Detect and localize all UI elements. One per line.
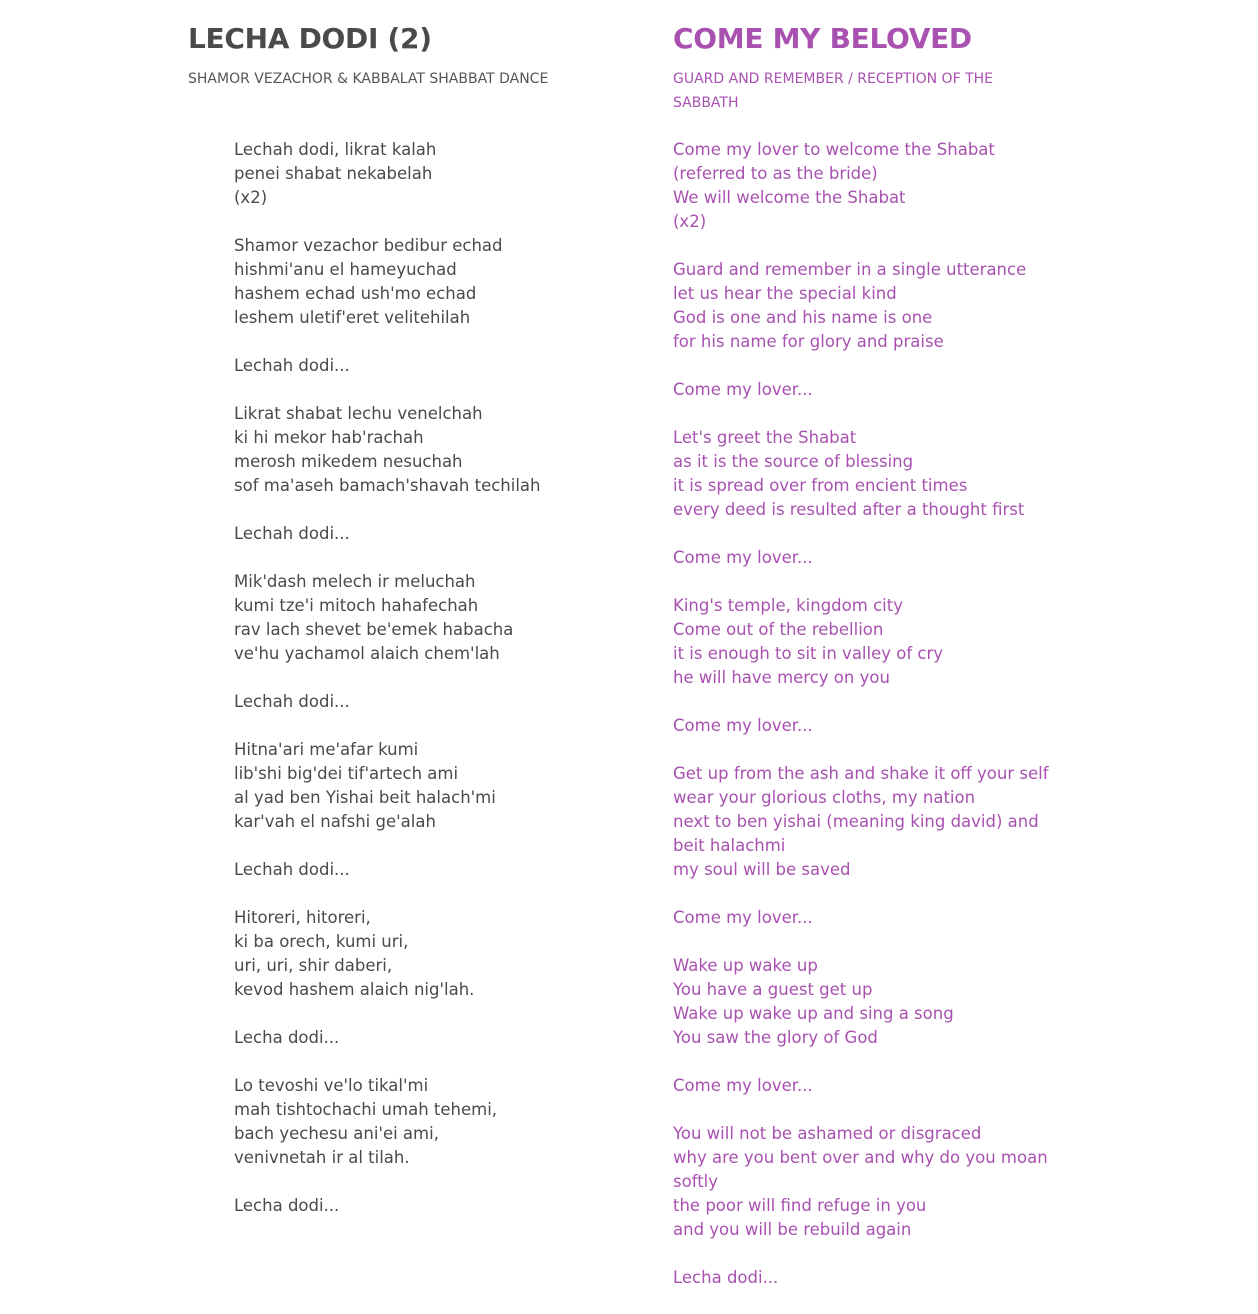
lyric-line: and you will be rebuild again — [673, 1220, 912, 1239]
lyric-line: Mik'dash melech ir meluchah — [234, 572, 476, 591]
lyric-line: Come my lover... — [673, 1076, 813, 1095]
lyric-line: ki hi mekor hab'rachah — [234, 428, 424, 447]
lyric-line: the poor will find refuge in you — [673, 1196, 927, 1215]
lyric-line: Lo tevoshi ve'lo tikal'mi — [234, 1076, 429, 1095]
stanza — [234, 738, 541, 834]
lyric-line: wear your glorious cloths, my nation — [673, 788, 976, 807]
lyric-line: Likrat shabat lechu venelchah — [234, 404, 483, 423]
song-subtitle: SHAMOR VEZACHOR & KABBALAT SHABBAT DANCE — [188, 71, 549, 87]
stanza — [234, 522, 541, 546]
stanza — [673, 1266, 1068, 1290]
stanza — [673, 378, 1068, 402]
stanza — [234, 906, 541, 1002]
stanza — [673, 906, 1068, 930]
lyric-line: Come my lover... — [673, 380, 813, 399]
stanza — [234, 1074, 541, 1170]
lyric-line: kar'vah el nafshi ge'alah — [234, 812, 436, 831]
stanza — [673, 762, 1068, 882]
stanza — [673, 954, 1068, 1050]
lyric-line: Lechah dodi... — [234, 860, 350, 879]
lyric-line: Hitna'ari me'afar kumi — [234, 740, 419, 759]
lyric-line: rav lach shevet be'emek habacha — [234, 620, 514, 639]
stanza — [673, 1122, 1068, 1242]
stanza — [673, 546, 1068, 570]
lyric-line: kumi tze'i mitoch hahafechah — [234, 596, 479, 615]
stanza — [234, 690, 541, 714]
lyric-line: merosh mikedem nesuchah — [234, 452, 463, 471]
lyric-line: We will welcome the Shabat — [673, 188, 906, 207]
song-title: LECHA DODI (2) — [188, 22, 432, 55]
lyrics-block — [234, 138, 541, 1242]
lyric-line: al yad ben Yishai beit halach'mi — [234, 788, 496, 807]
lyric-line: kevod hashem alaich nig'lah. — [234, 980, 475, 999]
lyric-line: God is one and his name is one — [673, 308, 933, 327]
lyric-line: Come my lover... — [673, 548, 813, 567]
lyric-line: my soul will be saved — [673, 860, 851, 879]
lyric-line: for his name for glory and praise — [673, 332, 944, 351]
lyric-line: Get up from the ash and shake it off your self — [673, 764, 1049, 783]
stanza — [234, 402, 541, 498]
stanza — [234, 570, 541, 666]
lyric-line: (x2) — [234, 188, 268, 207]
lyric-line: let us hear the special kind — [673, 284, 897, 303]
stanza — [234, 234, 541, 330]
lyric-line: leshem uletif'eret velitehilah — [234, 308, 471, 327]
lyric-line: Lecha dodi... — [234, 1196, 340, 1215]
lyric-line: it is spread over from encient times — [673, 476, 968, 495]
lyric-line: You have a guest get up — [673, 980, 873, 999]
lyric-line: Let's greet the Shabat — [673, 428, 857, 447]
lyric-line: (x2) — [673, 212, 707, 231]
lyric-line: lib'shi big'dei tif'artech ami — [234, 764, 459, 783]
lyric-line: Lechah dodi, likrat kalah — [234, 140, 437, 159]
stanza — [234, 138, 541, 210]
translation-subtitle: GUARD AND REMEMBER / RECEPTION OF THE SABBATH — [673, 71, 993, 111]
lyric-line: Come my lover... — [673, 908, 813, 927]
stanza — [234, 858, 541, 882]
lyric-line: You will not be ashamed or disgraced — [673, 1124, 982, 1143]
stanza — [234, 1194, 541, 1218]
lyric-line: next to ben yishai (meaning king david) and beit halachmi — [673, 812, 1039, 855]
stanza — [673, 258, 1068, 354]
lyric-line: penei shabat nekabelah — [234, 164, 433, 183]
lyric-line: Lecha dodi... — [234, 1028, 340, 1047]
lyric-line: mah tishtochachi umah tehemi, — [234, 1100, 498, 1119]
lyric-line: every deed is resulted after a thought first — [673, 500, 1025, 519]
lyric-line: bach yechesu ani'ei ami, — [234, 1124, 439, 1143]
lyric-line: as it is the source of blessing — [673, 452, 914, 471]
lyric-line: Wake up wake up and sing a song — [673, 1004, 954, 1023]
translation-lyrics-block — [673, 138, 1068, 1314]
stanza — [673, 714, 1068, 738]
stanza — [673, 594, 1068, 690]
lyric-line: hashem echad ush'mo echad — [234, 284, 477, 303]
lyric-line: You saw the glory of God — [673, 1028, 878, 1047]
lyric-line: sof ma'aseh bamach'shavah techilah — [234, 476, 541, 495]
lyric-line: hishmi'anu el hameyuchad — [234, 260, 457, 279]
lyric-line: why are you bent over and why do you moan softly — [673, 1148, 1048, 1191]
lyric-line: King's temple, kingdom city — [673, 596, 903, 615]
lyric-line: venivnetah ir al tilah. — [234, 1148, 410, 1167]
lyric-line: it is enough to sit in valley of cry — [673, 644, 944, 663]
lyric-line: Come my lover to welcome the Shabat (referred to as the bride) — [673, 140, 995, 183]
stanza — [673, 426, 1068, 522]
lyric-line: Come out of the rebellion — [673, 620, 884, 639]
lyric-line: he will have mercy on you — [673, 668, 890, 687]
lyric-line: Lechah dodi... — [234, 356, 350, 375]
lyric-line: ve'hu yachamol alaich chem'lah — [234, 644, 500, 663]
lyric-line: Lecha dodi... — [673, 1268, 779, 1287]
stanza — [673, 138, 1068, 234]
lyric-line: Shamor vezachor bedibur echad — [234, 236, 503, 255]
translation-title: COME MY BELOVED — [673, 22, 972, 55]
lyric-line: Lechah dodi... — [234, 692, 350, 711]
lyric-line: Hitoreri, hitoreri, — [234, 908, 371, 927]
lyric-line: Lechah dodi... — [234, 524, 350, 543]
stanza — [673, 1074, 1068, 1098]
lyric-line: Wake up wake up — [673, 956, 818, 975]
stanza — [234, 354, 541, 378]
lyric-line: uri, uri, shir daberi, — [234, 956, 393, 975]
lyric-line: ki ba orech, kumi uri, — [234, 932, 409, 951]
lyric-line: Come my lover... — [673, 716, 813, 735]
stanza — [234, 1026, 541, 1050]
lyric-line: Guard and remember in a single utterance — [673, 260, 1027, 279]
